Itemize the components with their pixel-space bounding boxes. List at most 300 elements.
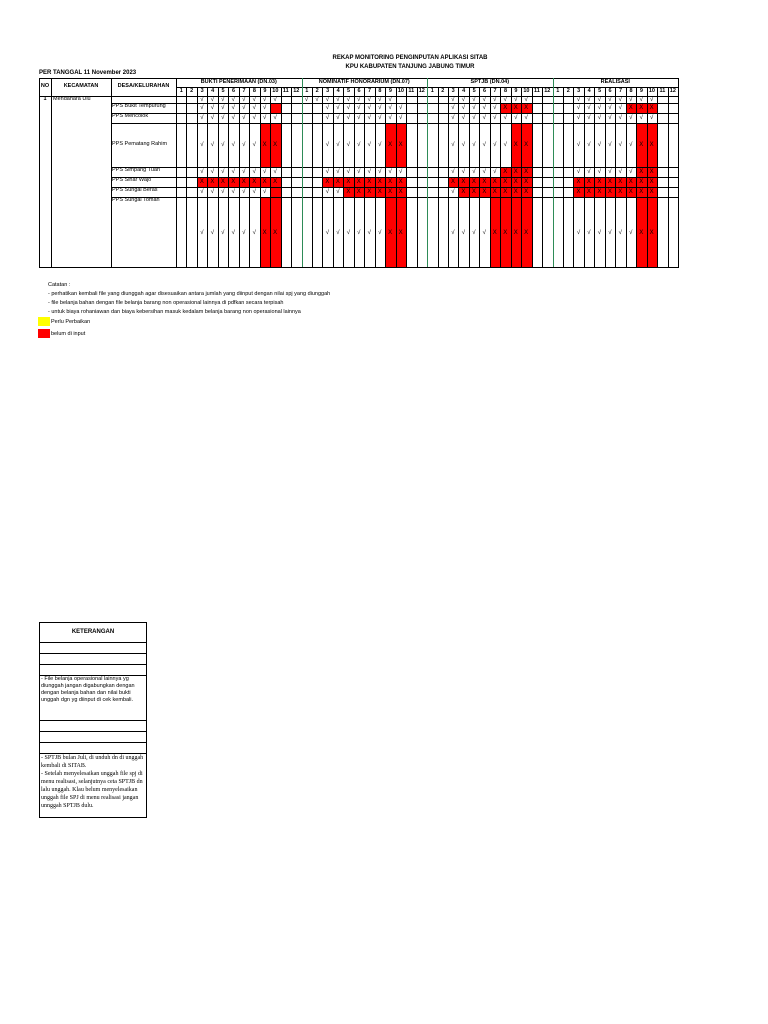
- check-mark: √: [210, 142, 215, 148]
- check-mark: √: [482, 105, 486, 111]
- check-mark: √: [273, 169, 277, 175]
- cross-mark: X: [388, 179, 393, 185]
- cross-mark: X: [639, 169, 644, 175]
- check-mark: √: [493, 115, 497, 121]
- month-header: 1: [179, 88, 183, 94]
- legend-swatch-yellow: [38, 317, 50, 326]
- month-header: 12: [669, 88, 676, 94]
- row-desa: PPS Sinar Wajo: [112, 177, 152, 183]
- check-mark: √: [242, 105, 246, 111]
- cross-mark: X: [607, 189, 612, 195]
- cross-mark: X: [398, 230, 403, 236]
- cross-mark: X: [346, 189, 351, 195]
- cross-mark: X: [398, 189, 403, 195]
- cross-mark: X: [241, 179, 246, 185]
- check-mark: √: [325, 189, 330, 195]
- month-header: 7: [367, 88, 372, 94]
- check-mark: √: [451, 115, 455, 121]
- check-mark: √: [221, 142, 225, 148]
- month-header: 3: [200, 88, 204, 94]
- check-mark: √: [231, 105, 235, 111]
- month-header: 5: [598, 88, 602, 94]
- row-desa: PPS Bukit Tempurung: [112, 103, 166, 109]
- check-mark: √: [263, 96, 267, 103]
- check-mark: √: [242, 96, 246, 103]
- check-mark: √: [336, 189, 340, 195]
- check-mark: √: [503, 142, 507, 148]
- check-mark: √: [378, 105, 382, 111]
- cross-mark: X: [649, 142, 654, 148]
- cross-mark: X: [388, 189, 393, 195]
- row-desa: PPS Sungai Toman: [112, 197, 160, 203]
- row-desa: PPS Pematang Rahim: [112, 141, 168, 147]
- col-header-no: NO: [40, 83, 50, 89]
- cross-mark: X: [628, 179, 633, 185]
- check-mark: √: [587, 115, 591, 121]
- check-mark: √: [503, 96, 507, 103]
- check-mark: √: [482, 96, 486, 103]
- table-border-left: [39, 78, 40, 267]
- check-mark: √: [629, 142, 633, 148]
- check-mark: √: [493, 96, 497, 103]
- check-mark: √: [597, 230, 602, 236]
- check-mark: √: [210, 96, 215, 103]
- cross-mark: X: [377, 189, 382, 195]
- month-header: 6: [357, 88, 361, 94]
- check-mark: √: [242, 189, 246, 195]
- check-mark: √: [482, 115, 486, 121]
- month-header: 5: [221, 88, 225, 94]
- cross-mark: X: [639, 142, 644, 148]
- cross-mark: X: [597, 179, 602, 185]
- status-cell-missing: [270, 187, 280, 197]
- cross-mark: X: [639, 230, 644, 236]
- cross-mark: X: [649, 105, 654, 111]
- month-col-line: [542, 87, 543, 267]
- month-header: 11: [533, 88, 540, 94]
- cross-mark: X: [639, 189, 644, 195]
- check-mark: √: [451, 105, 455, 111]
- check-mark: √: [252, 230, 256, 236]
- keterangan-row: [40, 743, 146, 754]
- check-mark: √: [472, 230, 476, 236]
- cross-mark: X: [356, 189, 361, 195]
- check-mark: √: [263, 115, 267, 121]
- check-mark: √: [451, 230, 455, 236]
- cross-mark: X: [461, 189, 466, 195]
- check-mark: √: [221, 169, 225, 175]
- month-header: 8: [503, 88, 507, 94]
- cross-mark: X: [367, 179, 372, 185]
- row-desa: PPS Sungai Beras: [112, 187, 158, 193]
- cross-mark: X: [262, 230, 267, 236]
- check-mark: √: [378, 169, 382, 175]
- month-header: 8: [378, 88, 382, 94]
- check-mark: √: [210, 230, 215, 236]
- check-mark: √: [618, 96, 622, 103]
- month-header: 12: [418, 88, 425, 94]
- check-mark: √: [388, 105, 392, 111]
- check-mark: √: [472, 96, 476, 103]
- check-mark: √: [231, 189, 235, 195]
- group-header: REALISASI: [600, 78, 630, 85]
- cross-mark: X: [503, 189, 508, 195]
- cross-mark: X: [492, 179, 497, 185]
- check-mark: √: [200, 96, 204, 103]
- month-header: 10: [272, 88, 279, 94]
- month-header: 3: [451, 88, 455, 94]
- check-mark: √: [252, 115, 256, 121]
- cross-mark: X: [503, 230, 508, 236]
- check-mark: √: [200, 189, 204, 195]
- check-mark: √: [472, 142, 476, 148]
- check-mark: √: [493, 169, 497, 175]
- legend-label: Perlu Perbaikan: [51, 318, 91, 325]
- check-mark: √: [587, 142, 591, 148]
- check-mark: √: [451, 96, 455, 103]
- month-header: 3: [326, 88, 330, 94]
- check-mark: √: [252, 96, 256, 103]
- cross-mark: X: [398, 142, 403, 148]
- check-mark: √: [336, 96, 340, 103]
- check-mark: √: [451, 189, 455, 195]
- check-mark: √: [346, 96, 350, 103]
- cross-mark: X: [273, 179, 278, 185]
- report-subtitle: KPU KABUPATEN TANJUNG JABUNG TIMUR: [345, 64, 475, 70]
- check-mark: √: [451, 169, 455, 175]
- month-header: 10: [397, 88, 404, 94]
- month-header: 3: [577, 88, 581, 94]
- check-mark: √: [357, 169, 361, 175]
- month-col-line: [406, 87, 407, 267]
- month-col-line: [291, 87, 292, 267]
- cross-mark: X: [482, 179, 487, 185]
- month-header: 2: [441, 88, 445, 94]
- month-header: 7: [242, 88, 246, 94]
- check-mark: √: [325, 169, 330, 175]
- check-mark: √: [325, 105, 330, 111]
- month-header: 8: [629, 88, 633, 94]
- month-header: 9: [388, 88, 392, 94]
- check-mark: √: [503, 115, 507, 121]
- check-mark: √: [325, 96, 330, 103]
- cross-mark: X: [262, 142, 267, 148]
- check-mark: √: [367, 105, 371, 111]
- check-mark: √: [357, 115, 361, 121]
- check-mark: √: [608, 142, 612, 148]
- check-mark: √: [357, 142, 361, 148]
- check-mark: √: [221, 189, 225, 195]
- check-mark: √: [388, 96, 392, 103]
- check-mark: √: [629, 96, 633, 103]
- month-col-line: [678, 87, 679, 267]
- cross-mark: X: [576, 179, 581, 185]
- cross-mark: X: [252, 179, 257, 185]
- check-mark: √: [399, 115, 403, 121]
- check-mark: √: [273, 96, 277, 103]
- cross-mark: X: [471, 189, 476, 195]
- check-mark: √: [346, 142, 350, 148]
- check-mark: √: [493, 105, 497, 111]
- cross-mark: X: [513, 230, 518, 236]
- check-mark: √: [618, 230, 622, 236]
- check-mark: √: [618, 169, 622, 175]
- cross-mark: X: [503, 179, 508, 185]
- keterangan-note-1: - File belanja operasional lainnya yg diunggah jangan digabungkan dengan dengan belanja bahan dan nilai bukti unggah dgn yg diinput di cek kembali.: [40, 676, 146, 721]
- check-mark: √: [514, 96, 518, 103]
- cross-mark: X: [273, 142, 278, 148]
- check-mark: √: [618, 105, 622, 111]
- table-border-bottom: [39, 267, 678, 268]
- cross-mark: X: [586, 179, 591, 185]
- cross-mark: X: [639, 179, 644, 185]
- notes-heading: Catatan :: [48, 282, 71, 288]
- month-header: 4: [336, 88, 340, 94]
- month-header: 4: [462, 88, 466, 94]
- month-header: 2: [190, 88, 194, 94]
- keterangan-heading: KETERANGAN: [40, 623, 146, 643]
- check-mark: √: [587, 230, 591, 236]
- keterangan-note-2: - SPTJB bulan Juli, di unduh dn di unggah kembali di SITAB. - Setelah menyelesaikan unggah file spj di menu realisasi, selanjutnya ceta SPTJB dn lalu unggah. Klau belum menyelesaikan unggah file SPJ di menu realisasi jangan unnggah SPTJB dulu.: [41, 755, 144, 809]
- col-header-kecamatan: KECAMATAN: [63, 83, 99, 89]
- check-mark: √: [346, 169, 350, 175]
- check-mark: √: [231, 96, 235, 103]
- check-mark: √: [461, 230, 466, 236]
- check-mark: √: [472, 169, 476, 175]
- group-header: SPTJB (DN.04): [470, 78, 510, 85]
- cross-mark: X: [586, 189, 591, 195]
- check-mark: √: [576, 169, 581, 175]
- check-mark: √: [367, 169, 371, 175]
- month-header: 9: [639, 88, 643, 94]
- check-mark: √: [210, 115, 215, 121]
- check-mark: √: [336, 169, 340, 175]
- check-mark: √: [524, 96, 528, 103]
- check-mark: √: [576, 115, 581, 121]
- check-mark: √: [378, 96, 382, 103]
- check-mark: √: [608, 169, 612, 175]
- check-mark: √: [576, 142, 581, 148]
- check-mark: √: [221, 115, 225, 121]
- cross-mark: X: [513, 189, 518, 195]
- keterangan-row: [40, 721, 146, 732]
- check-mark: √: [315, 96, 319, 103]
- check-mark: √: [461, 115, 466, 121]
- month-header: 9: [263, 88, 267, 94]
- check-mark: √: [346, 105, 350, 111]
- group-divider: [553, 78, 554, 267]
- legend-belum-input: [38, 329, 85, 338]
- check-mark: √: [472, 105, 476, 111]
- check-mark: √: [200, 169, 204, 175]
- month-header: 11: [408, 88, 415, 94]
- check-mark: √: [200, 230, 204, 236]
- cross-mark: X: [482, 189, 487, 195]
- check-mark: √: [325, 142, 330, 148]
- check-mark: √: [597, 105, 602, 111]
- check-mark: √: [461, 169, 466, 175]
- cross-mark: X: [628, 105, 633, 111]
- check-mark: √: [608, 230, 612, 236]
- cross-mark: X: [367, 189, 372, 195]
- check-mark: √: [524, 115, 528, 121]
- check-mark: √: [367, 142, 371, 148]
- check-mark: √: [461, 96, 466, 103]
- cross-mark: X: [471, 179, 476, 185]
- cross-mark: X: [220, 179, 225, 185]
- check-mark: √: [608, 115, 612, 121]
- month-header: 6: [231, 88, 236, 94]
- check-mark: √: [378, 142, 382, 148]
- cross-mark: X: [377, 179, 382, 185]
- cross-mark: X: [649, 189, 654, 195]
- month-col-line: [312, 87, 313, 267]
- check-mark: √: [252, 169, 256, 175]
- cross-mark: X: [628, 189, 633, 195]
- month-col-line: [668, 87, 669, 267]
- check-mark: √: [629, 230, 633, 236]
- report-date: PER TANGGAL 11 November 2023: [39, 70, 137, 76]
- month-header: 5: [472, 88, 476, 94]
- month-header: 2: [315, 88, 319, 94]
- cross-mark: X: [524, 230, 529, 236]
- group-header: BUKTI PENERIMAAN (DN.03): [200, 78, 277, 85]
- col-header-desa: DESA/KELURAHAN: [117, 83, 170, 89]
- cross-mark: X: [524, 169, 529, 175]
- check-mark: √: [639, 96, 643, 103]
- month-header: 1: [556, 88, 560, 94]
- check-mark: √: [597, 142, 602, 148]
- check-mark: √: [252, 189, 256, 195]
- cross-mark: X: [503, 169, 508, 175]
- note-item: - untuk biaya rohaniawan dan biaya kebersihan masuk kedalam belanja barang non operasional lainnya: [48, 309, 301, 315]
- keterangan-row: [40, 665, 146, 676]
- col-divider: [176, 78, 177, 267]
- check-mark: √: [597, 115, 602, 121]
- check-mark: √: [242, 169, 246, 175]
- cross-mark: X: [524, 105, 529, 111]
- cross-mark: X: [388, 142, 393, 148]
- row-no: 1: [43, 96, 47, 102]
- check-mark: √: [357, 105, 361, 111]
- check-mark: √: [451, 142, 455, 148]
- month-header: 1: [430, 88, 434, 94]
- month-header: 10: [523, 88, 530, 94]
- check-mark: √: [493, 142, 497, 148]
- check-mark: √: [336, 115, 340, 121]
- notes-section: [48, 281, 330, 317]
- check-mark: √: [336, 142, 340, 148]
- check-mark: √: [587, 96, 591, 103]
- legend-perlu-perbaikan: [38, 317, 90, 326]
- check-mark: √: [597, 169, 602, 175]
- check-mark: √: [461, 105, 466, 111]
- month-header: 5: [347, 88, 351, 94]
- check-mark: √: [378, 115, 382, 121]
- check-mark: √: [482, 142, 486, 148]
- cross-mark: X: [649, 169, 654, 175]
- row-desa: PPS Simpang Tuan: [112, 167, 161, 173]
- month-header: 7: [493, 88, 497, 94]
- cross-mark: X: [461, 179, 466, 185]
- check-mark: √: [618, 142, 622, 148]
- check-mark: √: [514, 115, 518, 121]
- report-title: REKAP MONITORING PENGINPUTAN APLIKASI SITAB: [332, 55, 488, 61]
- month-header: 9: [514, 88, 518, 94]
- cross-mark: X: [450, 179, 455, 185]
- check-mark: √: [629, 115, 633, 121]
- check-mark: √: [388, 115, 392, 121]
- check-mark: √: [399, 169, 403, 175]
- check-mark: √: [399, 105, 403, 111]
- check-mark: √: [597, 96, 602, 103]
- keterangan-row: [40, 732, 146, 743]
- check-mark: √: [200, 105, 204, 111]
- cross-mark: X: [649, 179, 654, 185]
- check-mark: √: [242, 230, 246, 236]
- cross-mark: X: [325, 179, 330, 185]
- check-mark: √: [608, 96, 612, 103]
- month-header: 6: [483, 88, 487, 94]
- check-mark: √: [346, 230, 350, 236]
- check-mark: √: [639, 115, 643, 121]
- check-mark: √: [231, 230, 235, 236]
- check-mark: √: [242, 115, 246, 121]
- cross-mark: X: [262, 179, 267, 185]
- check-mark: √: [576, 105, 581, 111]
- check-mark: √: [587, 169, 591, 175]
- check-mark: √: [221, 96, 225, 103]
- check-mark: √: [252, 105, 256, 111]
- check-mark: √: [252, 142, 256, 148]
- month-header: 6: [608, 88, 612, 94]
- check-mark: √: [482, 169, 486, 175]
- cross-mark: X: [210, 179, 215, 185]
- check-mark: √: [650, 96, 654, 103]
- cross-mark: X: [618, 179, 623, 185]
- keterangan-box: [39, 622, 147, 818]
- check-mark: √: [263, 189, 267, 195]
- keterangan-row: [40, 654, 146, 665]
- cross-mark: X: [618, 189, 623, 195]
- month-header: 4: [211, 88, 215, 94]
- check-mark: √: [210, 169, 215, 175]
- note-item: - file belanja bahan dengan file belanja barang non operasional lainnya di pdfkan secara terpisah: [48, 300, 284, 306]
- check-mark: √: [273, 115, 277, 121]
- check-mark: √: [231, 169, 235, 175]
- check-mark: √: [388, 169, 392, 175]
- cross-mark: X: [524, 189, 529, 195]
- check-mark: √: [482, 230, 486, 236]
- legend-swatch-red: [38, 329, 50, 338]
- status-cell-missing: [270, 103, 280, 113]
- cross-mark: X: [503, 105, 508, 111]
- keterangan-row: [40, 643, 146, 654]
- check-mark: √: [200, 142, 204, 148]
- check-mark: √: [221, 105, 225, 111]
- cross-mark: X: [524, 142, 529, 148]
- check-mark: √: [608, 105, 612, 111]
- month-col-line: [186, 87, 187, 267]
- check-mark: √: [231, 115, 235, 121]
- check-mark: √: [325, 230, 330, 236]
- month-col-line: [563, 87, 564, 267]
- month-col-line: [657, 87, 658, 267]
- cross-mark: X: [492, 189, 497, 195]
- month-col-line: [532, 87, 533, 267]
- cross-mark: X: [639, 105, 644, 111]
- check-mark: √: [231, 142, 235, 148]
